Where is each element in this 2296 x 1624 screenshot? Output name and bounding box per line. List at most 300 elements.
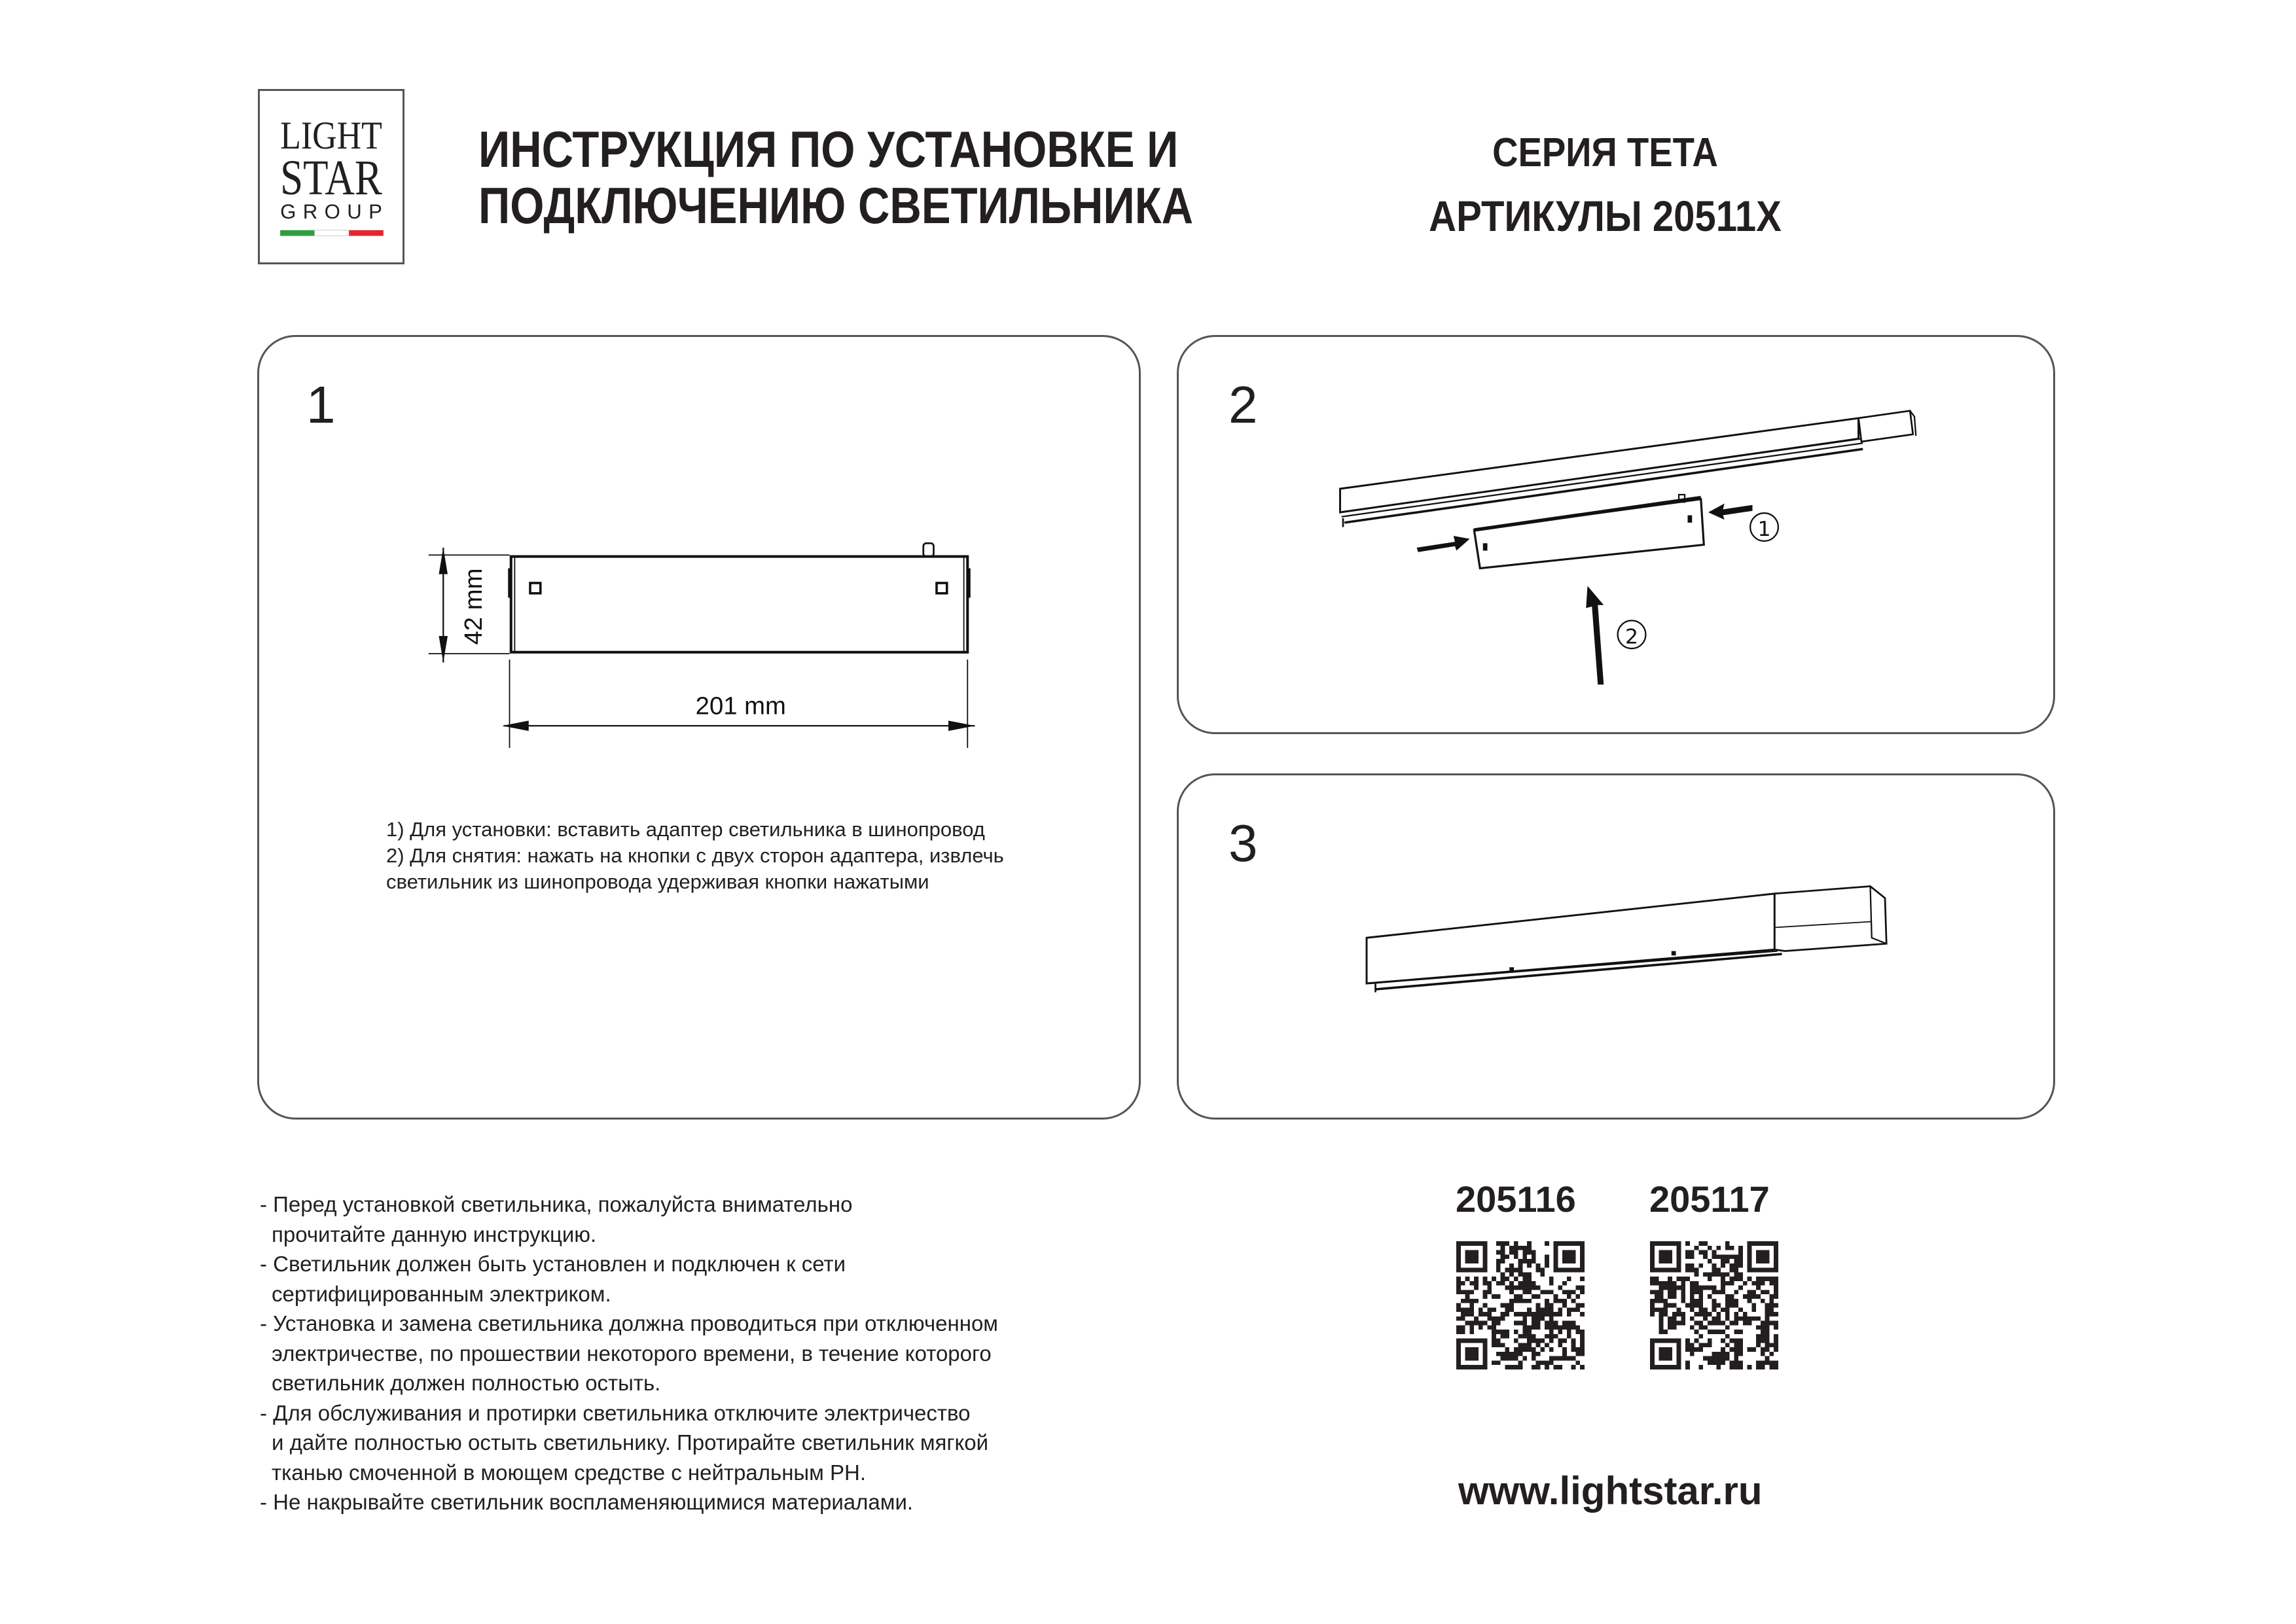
qr-module <box>1518 1263 1523 1268</box>
qr-module <box>1708 1360 1712 1365</box>
qr-module <box>1456 1307 1461 1312</box>
qr-module <box>1505 1330 1509 1334</box>
qr-module <box>1748 1294 1752 1299</box>
qr-module <box>1518 1294 1523 1299</box>
qr-module <box>1518 1246 1523 1250</box>
qr-module <box>1708 1356 1712 1361</box>
qr-module <box>1514 1268 1518 1273</box>
qr-module <box>1496 1360 1501 1365</box>
qr-module <box>1580 1365 1585 1369</box>
qr-module <box>1663 1330 1668 1334</box>
article-numbers: АРТИКУЛЫ 20511X <box>1429 192 1782 240</box>
qr-module <box>1650 1281 1655 1286</box>
qr-module <box>1501 1250 1505 1255</box>
qr-module <box>1527 1263 1532 1268</box>
qr-module <box>1522 1321 1527 1326</box>
qr-module <box>1738 1347 1743 1352</box>
qr-module <box>1774 1339 1778 1343</box>
lightstar-logo <box>258 89 404 264</box>
safety-warnings <box>260 1190 998 1517</box>
qr-module <box>1712 1356 1717 1361</box>
qr-module <box>1708 1294 1712 1299</box>
qr-module <box>1562 1299 1567 1303</box>
qr-module <box>1532 1312 1536 1316</box>
qr-module <box>1487 1325 1492 1330</box>
qr-module <box>1774 1347 1778 1352</box>
qr-module <box>1527 1312 1532 1316</box>
qr-module <box>1492 1307 1496 1312</box>
qr-module <box>1734 1303 1738 1308</box>
qr-module <box>1685 1241 1690 1246</box>
logo-light-text: LIGHT <box>280 114 382 158</box>
qr-module <box>1505 1352 1509 1356</box>
qr-module <box>1721 1321 1725 1326</box>
title-line-1: ИНСТРУКЦИЯ ПО УСТАНОВКЕ И <box>478 120 1179 178</box>
qr-module <box>1474 1281 1479 1286</box>
qr-module <box>1554 1294 1558 1299</box>
qr-module <box>1532 1334 1536 1339</box>
qr-module <box>1703 1356 1708 1361</box>
qr-module <box>1465 1290 1470 1294</box>
qr-module <box>1765 1303 1770 1308</box>
qr-module <box>1474 1316 1479 1321</box>
qr-module <box>1751 1290 1756 1294</box>
qr-module <box>1756 1343 1761 1347</box>
qr-module <box>1501 1259 1505 1263</box>
qr-module <box>1690 1286 1695 1290</box>
qr-module <box>1456 1290 1461 1294</box>
qr-module <box>1509 1286 1514 1290</box>
qr-module <box>1685 1365 1690 1369</box>
qr-module <box>1501 1281 1505 1286</box>
qr-module <box>1562 1339 1567 1343</box>
qr-module <box>1527 1347 1532 1352</box>
qr-module <box>1774 1334 1778 1339</box>
qr-module <box>1496 1281 1501 1286</box>
qr-module <box>1716 1330 1721 1334</box>
qr-module <box>1756 1286 1761 1290</box>
qr-module <box>1712 1263 1717 1268</box>
qr-module <box>1734 1299 1738 1303</box>
qr-module <box>1562 1356 1567 1361</box>
qr-module <box>1518 1259 1523 1263</box>
qr-module <box>1668 1303 1672 1308</box>
qr-module <box>1580 1277 1585 1281</box>
qr-module <box>1712 1250 1717 1255</box>
qr-module <box>1514 1356 1518 1361</box>
qr-module <box>1522 1250 1527 1255</box>
qr-module <box>1668 1277 1672 1281</box>
qr-module <box>1756 1294 1761 1299</box>
qr-module <box>1748 1299 1752 1303</box>
qr-module <box>1695 1246 1699 1250</box>
qr-module <box>1668 1286 1672 1290</box>
qr-module <box>1761 1277 1765 1281</box>
qr-module <box>1527 1339 1532 1343</box>
qr-module <box>1571 1307 1576 1312</box>
qr-module <box>1751 1316 1756 1321</box>
qr-module <box>1751 1303 1756 1308</box>
qr-module <box>1527 1272 1532 1277</box>
qr-module <box>1505 1268 1509 1273</box>
qr-module <box>1549 1307 1554 1312</box>
qr-module <box>1730 1339 1734 1343</box>
qr-module <box>1562 1325 1567 1330</box>
qr-module <box>1765 1330 1770 1334</box>
qr-module <box>1765 1343 1770 1347</box>
qr-module <box>1712 1330 1717 1334</box>
qr-module <box>1501 1277 1505 1281</box>
qr-module <box>1501 1272 1505 1277</box>
qr-module <box>1501 1330 1505 1334</box>
qr-module <box>1509 1246 1514 1250</box>
qr-module <box>1761 1281 1765 1286</box>
qr-module <box>1514 1250 1518 1255</box>
qr-module <box>1545 1259 1549 1263</box>
qr-module <box>1580 1286 1585 1290</box>
qr-module <box>1567 1290 1571 1294</box>
qr-module <box>1748 1365 1752 1369</box>
qr-module <box>1545 1241 1549 1246</box>
qr-module <box>1672 1303 1677 1308</box>
qr-module <box>1698 1294 1703 1299</box>
qr-module <box>1672 1325 1677 1330</box>
qr-module <box>1536 1339 1541 1343</box>
qr-module <box>1751 1294 1756 1299</box>
qr-module <box>1698 1347 1703 1352</box>
qr-module <box>1571 1343 1576 1347</box>
qr-module <box>1575 1294 1580 1299</box>
qr-module <box>1703 1312 1708 1316</box>
qr-module <box>1536 1352 1541 1356</box>
qr-module <box>1545 1325 1549 1330</box>
qr-module <box>1505 1307 1509 1312</box>
qr-module <box>1522 1330 1527 1334</box>
qr-module <box>1580 1330 1585 1334</box>
qr-module <box>1501 1343 1505 1347</box>
qr-module <box>1769 1299 1774 1303</box>
qr-module <box>1677 1307 1681 1312</box>
installation-steps <box>386 817 1004 895</box>
qr-module <box>1721 1352 1725 1356</box>
qr-module <box>1738 1259 1743 1263</box>
qr-module <box>1575 1303 1580 1308</box>
qr-module <box>1708 1246 1712 1250</box>
qr-module <box>1558 1286 1562 1290</box>
qr-module <box>1690 1290 1695 1294</box>
qr-module <box>1558 1325 1562 1330</box>
qr-module <box>1469 1281 1474 1286</box>
qr-module <box>1668 1325 1672 1330</box>
qr-module <box>1738 1330 1743 1334</box>
qr-module <box>1716 1365 1721 1369</box>
qr-module <box>1725 1312 1730 1316</box>
qr-module <box>1703 1316 1708 1321</box>
qr-finder <box>1465 1250 1479 1263</box>
qr-module <box>1738 1277 1743 1281</box>
qr-module <box>1518 1321 1523 1326</box>
qr-module <box>1487 1316 1492 1321</box>
qr-module <box>1527 1259 1532 1263</box>
qr-module <box>1698 1241 1703 1246</box>
qr-module <box>1562 1303 1567 1308</box>
qr-module <box>1695 1321 1699 1326</box>
qr-module <box>1725 1246 1730 1250</box>
qr-module <box>1505 1334 1509 1339</box>
qr-module <box>1748 1290 1752 1294</box>
qr-module <box>1734 1343 1738 1347</box>
qr-module <box>1501 1316 1505 1321</box>
qr-module <box>1685 1339 1690 1343</box>
qr-module <box>1659 1325 1664 1330</box>
qr-module <box>1690 1281 1695 1286</box>
qr-module <box>1668 1316 1672 1321</box>
qr-module <box>1501 1356 1505 1361</box>
qr-module <box>1721 1272 1725 1277</box>
qr-module <box>1698 1290 1703 1294</box>
flag-green <box>280 230 315 236</box>
qr-module <box>1469 1321 1474 1326</box>
qr-module <box>1532 1321 1536 1326</box>
qr-module <box>1518 1272 1523 1277</box>
qr-module <box>1522 1281 1527 1286</box>
qr-module <box>1761 1360 1765 1365</box>
qr-module <box>1738 1316 1743 1321</box>
qr-module <box>1571 1339 1576 1343</box>
qr-module <box>1716 1290 1721 1294</box>
qr-module <box>1716 1356 1721 1361</box>
panel-installation <box>1177 335 2055 734</box>
qr-module <box>1505 1365 1509 1369</box>
qr-module <box>1730 1299 1734 1303</box>
qr-module <box>1677 1277 1681 1281</box>
qr-module <box>1721 1356 1725 1361</box>
qr-module <box>1567 1334 1571 1339</box>
qr-module <box>1532 1281 1536 1286</box>
qr-module <box>1756 1316 1761 1321</box>
qr-module <box>1571 1321 1576 1326</box>
qr-module <box>1725 1254 1730 1259</box>
qr-module <box>1721 1263 1725 1268</box>
qr-module <box>1655 1277 1659 1281</box>
qr-module <box>1518 1268 1523 1273</box>
qr-module <box>1690 1299 1695 1303</box>
qr-module <box>1567 1312 1571 1316</box>
qr-module <box>1483 1321 1488 1326</box>
qr-module <box>1769 1321 1774 1326</box>
qr-module <box>1725 1303 1730 1308</box>
qr-module <box>1483 1312 1488 1316</box>
qr-module <box>1514 1330 1518 1334</box>
qr-module <box>1708 1339 1712 1343</box>
qr-module <box>1575 1330 1580 1334</box>
qr-module <box>1721 1307 1725 1312</box>
qr-module <box>1769 1303 1774 1308</box>
qr-module <box>1469 1307 1474 1312</box>
qr-module <box>1536 1294 1541 1299</box>
qr-module <box>1580 1303 1585 1308</box>
qr-module <box>1549 1334 1554 1339</box>
qr-module <box>1769 1360 1774 1365</box>
qr-module <box>1465 1277 1470 1281</box>
qr-module <box>1730 1263 1734 1268</box>
qr-module <box>1748 1316 1752 1321</box>
qr-module <box>1545 1334 1549 1339</box>
qr-module <box>1721 1360 1725 1365</box>
qr-module <box>1549 1277 1554 1281</box>
qr-code-icon[interactable] <box>1650 1241 1778 1369</box>
qr-module <box>1712 1321 1717 1326</box>
qr-module <box>1496 1259 1501 1263</box>
qr-module <box>1496 1330 1501 1334</box>
qr-module <box>1549 1339 1554 1343</box>
qr-module <box>1474 1299 1479 1303</box>
qr-module <box>1496 1263 1501 1268</box>
qr-module <box>1716 1360 1721 1365</box>
qr-module <box>1522 1334 1527 1339</box>
qr-module <box>1505 1241 1509 1246</box>
qr-module <box>1567 1294 1571 1299</box>
warning-line: - Установка и замена светильника должна проводиться при отключенном <box>260 1311 998 1335</box>
qr-module <box>1509 1365 1514 1369</box>
qr-module <box>1540 1307 1545 1312</box>
qr-module <box>1514 1365 1518 1369</box>
qr-module <box>1730 1303 1734 1308</box>
qr-module <box>1690 1294 1695 1299</box>
qr-module <box>1761 1321 1765 1326</box>
qr-module <box>1695 1330 1699 1334</box>
qr-module <box>1558 1365 1562 1369</box>
qr-module <box>1492 1360 1496 1365</box>
qr-module <box>1703 1286 1708 1290</box>
qr-module <box>1522 1356 1527 1361</box>
qr-module <box>1514 1241 1518 1246</box>
qr-module <box>1672 1290 1677 1294</box>
qr-module <box>1469 1299 1474 1303</box>
document-title <box>478 121 1193 234</box>
qr-module <box>1532 1347 1536 1352</box>
qr-module <box>1690 1347 1695 1352</box>
qr-module <box>1751 1347 1756 1352</box>
qr-module <box>1708 1286 1712 1290</box>
qr-module <box>1518 1352 1523 1356</box>
warning-line: - Не накрывайте светильник воспламеняющимися материалами. <box>260 1490 914 1514</box>
qr-module <box>1708 1343 1712 1347</box>
qr-module <box>1730 1321 1734 1326</box>
qr-module <box>1730 1360 1734 1365</box>
qr-module <box>1536 1343 1541 1347</box>
qr-module <box>1761 1299 1765 1303</box>
qr-module <box>1545 1365 1549 1369</box>
qr-module <box>1536 1263 1541 1268</box>
qr-module <box>1536 1365 1541 1369</box>
qr-module <box>1492 1294 1496 1299</box>
qr-module <box>1501 1352 1505 1356</box>
qr-module <box>1659 1299 1664 1303</box>
qr-module <box>1672 1286 1677 1290</box>
qr-module <box>1492 1277 1496 1281</box>
qr-module <box>1738 1360 1743 1365</box>
qr-module <box>1716 1352 1721 1356</box>
qr-module <box>1663 1299 1668 1303</box>
qr-module <box>1730 1268 1734 1273</box>
qr-module <box>1522 1325 1527 1330</box>
qr-module <box>1698 1321 1703 1326</box>
qr-module <box>1575 1307 1580 1312</box>
qr-module <box>1469 1330 1474 1334</box>
qr-module <box>1479 1321 1483 1326</box>
qr-module <box>1540 1290 1545 1294</box>
qr-module <box>1549 1330 1554 1334</box>
qr-module <box>1567 1277 1571 1281</box>
qr-module <box>1575 1360 1580 1365</box>
qr-module <box>1725 1259 1730 1263</box>
qr-module <box>1492 1316 1496 1321</box>
qr-module <box>1716 1321 1721 1326</box>
qr-module <box>1721 1347 1725 1352</box>
qr-module <box>1465 1294 1470 1299</box>
qr-module <box>1738 1352 1743 1356</box>
qr-module <box>1532 1356 1536 1361</box>
qr-module <box>1765 1290 1770 1294</box>
qr-module <box>1734 1272 1738 1277</box>
qr-module <box>1532 1352 1536 1356</box>
qr-module <box>1456 1277 1461 1281</box>
logo-star-text: STAR <box>280 150 383 206</box>
qr-module <box>1567 1321 1571 1326</box>
qr-module <box>1761 1334 1765 1339</box>
qr-module <box>1518 1343 1523 1347</box>
website-link[interactable]: www.lightstar.ru <box>1458 1469 1763 1513</box>
qr-module <box>1522 1290 1527 1294</box>
qr-module <box>1734 1347 1738 1352</box>
qr-module <box>1738 1339 1743 1343</box>
qr-module <box>1769 1281 1774 1286</box>
qr-module <box>1655 1299 1659 1303</box>
qr-code-icon[interactable] <box>1456 1241 1585 1369</box>
qr-module <box>1562 1352 1567 1356</box>
panel-number: 3 <box>1229 814 1258 872</box>
qr-module <box>1695 1339 1699 1343</box>
qr-module <box>1774 1312 1778 1316</box>
qr-module <box>1725 1343 1730 1347</box>
qr-module <box>1712 1360 1717 1365</box>
qr-module <box>1730 1277 1734 1281</box>
qr-module <box>1765 1312 1770 1316</box>
qr-module <box>1536 1316 1541 1321</box>
qr-module <box>1456 1281 1461 1286</box>
qr-module <box>1571 1365 1576 1369</box>
qr-module <box>1698 1307 1703 1312</box>
warning-line: тканью смоченной в моющем средстве с нейтральным PH. <box>272 1460 866 1485</box>
qr-module <box>1536 1303 1541 1308</box>
qr-module <box>1461 1325 1465 1330</box>
qr-module <box>1505 1303 1509 1308</box>
qr-module <box>1725 1352 1730 1356</box>
qr-module <box>1522 1347 1527 1352</box>
product-code: 205117 <box>1649 1178 1770 1220</box>
qr-module <box>1580 1312 1585 1316</box>
product-code: 205116 <box>1456 1178 1576 1220</box>
qr-module <box>1492 1334 1496 1339</box>
qr-module <box>1554 1299 1558 1303</box>
qr-module <box>1532 1286 1536 1290</box>
qr-module <box>1721 1254 1725 1259</box>
qr-module <box>1562 1321 1567 1326</box>
qr-module <box>1571 1299 1576 1303</box>
qr-module <box>1668 1290 1672 1294</box>
qr-module <box>1650 1290 1655 1294</box>
